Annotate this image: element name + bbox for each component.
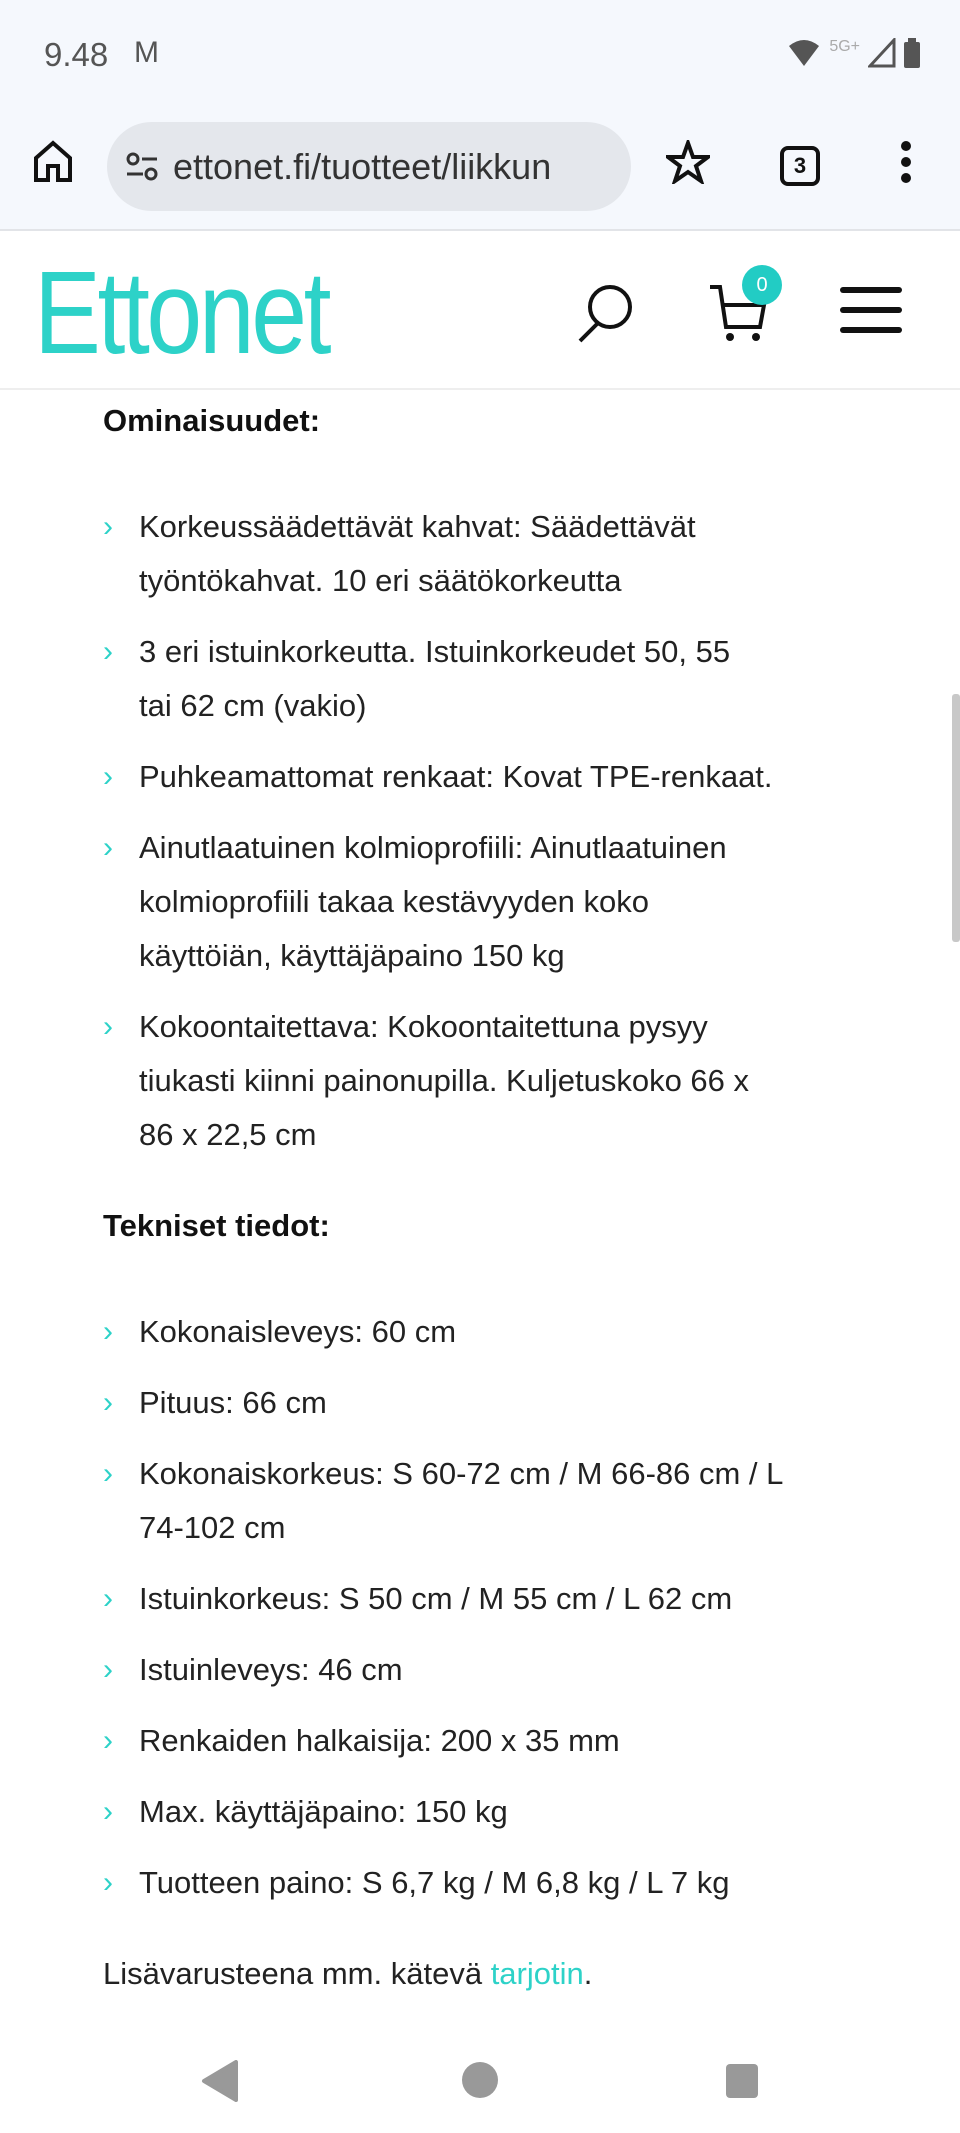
scrollbar[interactable] bbox=[952, 694, 960, 942]
product-description bbox=[103, 394, 863, 2001]
list-item-text: Istuinkorkeus: S 50 cm / M 55 cm / L 62 cm bbox=[139, 1581, 733, 1616]
chevron-right-icon: › bbox=[103, 1724, 113, 1757]
browser-chrome bbox=[0, 0, 960, 229]
chevron-right-icon: › bbox=[103, 760, 113, 793]
list-item bbox=[103, 750, 863, 804]
android-nav-bar bbox=[0, 2040, 960, 2133]
chevron-right-icon: › bbox=[103, 831, 113, 864]
list-item-text: 3 eri istuinkorkeutta. Istuinkorkeudet 50, 55 bbox=[139, 634, 731, 669]
accessory-text: Lisävarusteena mm. kätevä bbox=[103, 1956, 491, 1991]
ettonet-logo[interactable]: Ettonet bbox=[34, 247, 329, 379]
list-item-text: käyttöiän, käyttäjäpaino 150 kg bbox=[139, 938, 565, 973]
home-icon[interactable] bbox=[32, 140, 74, 182]
list-item-text: Max. käyttäjäpaino: 150 kg bbox=[139, 1794, 508, 1829]
section-heading: Ominaisuudet: bbox=[103, 403, 321, 438]
list-item-text: 86 x 22,5 cm bbox=[139, 1117, 317, 1152]
list-item-text: Tuotteen paino: S 6,7 kg / M 6,8 kg / L 7 kg bbox=[139, 1865, 730, 1900]
list-item bbox=[103, 1447, 863, 1555]
list-item-text: tai 62 cm (vakio) bbox=[139, 688, 367, 723]
back-icon[interactable] bbox=[200, 2060, 240, 2102]
list-item-text: Puhkeamattomat renkaat: Kovat TPE-renkaat. bbox=[139, 759, 773, 794]
chevron-right-icon: › bbox=[103, 1010, 113, 1043]
home-nav-icon[interactable] bbox=[460, 2060, 500, 2100]
list-item-text: Pituus: 66 cm bbox=[139, 1385, 327, 1420]
address-bar[interactable] bbox=[107, 122, 631, 211]
accessory-suffix: . bbox=[583, 1956, 593, 1991]
list-item-text: Kokonaiskorkeus: S 60-72 cm / M 66-86 cm / L bbox=[139, 1456, 784, 1491]
list-item-text: Istuinleveys: 46 cm bbox=[139, 1652, 403, 1687]
chevron-right-icon: › bbox=[103, 635, 113, 668]
list-item-text: Korkeussäädettävät kahvat: Säädettävät bbox=[139, 509, 696, 544]
wifi-icon bbox=[787, 38, 821, 68]
list-item bbox=[103, 1856, 863, 1910]
list-item-text: Kokonaisleveys: 60 cm bbox=[139, 1314, 457, 1349]
url-text[interactable]: ettonet.fi/tuotteet/liikkun bbox=[173, 145, 552, 187]
chevron-right-icon: › bbox=[103, 1457, 113, 1490]
recents-icon[interactable] bbox=[724, 2062, 760, 2098]
list-item-text: työntökahvat. 10 eri säätökorkeutta bbox=[139, 563, 622, 598]
gmail-notification-icon: M bbox=[134, 36, 159, 69]
tab-count: 3 bbox=[793, 153, 807, 178]
section-heading: Tekniset tiedot: bbox=[103, 1208, 330, 1243]
cart-count-badge: 0 bbox=[742, 265, 782, 305]
bookmark-star-icon[interactable] bbox=[666, 140, 710, 184]
chevron-right-icon: › bbox=[103, 1795, 113, 1828]
tarjotin-link[interactable]: tarjotin bbox=[490, 1956, 584, 1991]
list-item bbox=[103, 625, 863, 733]
list-item bbox=[103, 1305, 863, 1359]
chevron-right-icon: › bbox=[103, 1653, 113, 1686]
site-settings-icon[interactable] bbox=[125, 152, 159, 182]
status-icons bbox=[787, 38, 920, 68]
more-menu-icon[interactable] bbox=[896, 140, 916, 184]
list-item bbox=[103, 821, 863, 983]
list-item bbox=[103, 1785, 863, 1839]
list-item bbox=[103, 1643, 863, 1697]
battery-icon bbox=[904, 38, 920, 68]
chevron-right-icon: › bbox=[103, 1386, 113, 1419]
status-time: 9.48 bbox=[44, 36, 109, 73]
list-item-text: 74-102 cm bbox=[139, 1510, 286, 1545]
network-type: 5G+ bbox=[829, 38, 860, 55]
list-item bbox=[103, 1000, 863, 1162]
signal-icon bbox=[868, 38, 896, 68]
list-item bbox=[103, 1572, 863, 1626]
chevron-right-icon: › bbox=[103, 1582, 113, 1615]
list-item bbox=[103, 500, 863, 608]
hamburger-menu-icon[interactable] bbox=[840, 285, 902, 335]
list-item-text: kolmioprofiili takaa kestävyyden koko bbox=[139, 884, 650, 919]
site-header bbox=[0, 229, 960, 390]
list-item-text: Ainutlaatuinen kolmioprofiili: Ainutlaatuinen bbox=[139, 830, 727, 865]
chevron-right-icon: › bbox=[103, 510, 113, 543]
list-item bbox=[103, 1376, 863, 1430]
list-item-text: Renkaiden halkaisija: 200 x 35 mm bbox=[139, 1723, 620, 1758]
list-item-text: Kokoontaitettava: Kokoontaitettuna pysyy bbox=[139, 1009, 708, 1044]
feature-list bbox=[103, 500, 863, 1162]
chevron-right-icon: › bbox=[103, 1315, 113, 1348]
chevron-right-icon: › bbox=[103, 1866, 113, 1899]
tab-switcher-button[interactable] bbox=[780, 146, 820, 186]
accessory-note bbox=[103, 1947, 863, 2001]
list-item-text: tiukasti kiinni painonupilla. Kuljetuskoko 66 x bbox=[139, 1063, 750, 1098]
list-item bbox=[103, 1714, 863, 1768]
search-icon[interactable] bbox=[574, 281, 636, 343]
feature-list bbox=[103, 1305, 863, 1910]
